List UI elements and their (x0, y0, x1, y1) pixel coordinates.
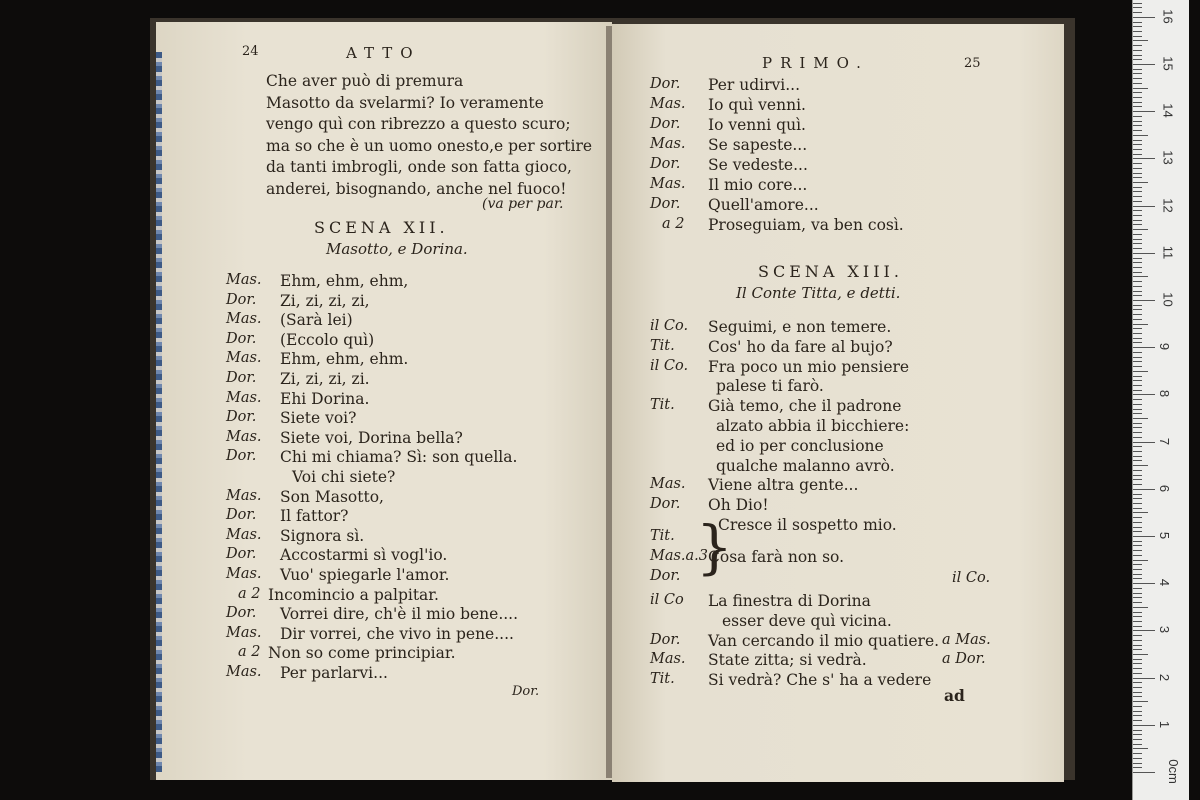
trio-brace: } (696, 513, 733, 581)
ruler-tick (1133, 7, 1142, 8)
ruler-tick (1133, 158, 1155, 159)
ruler-tick (1133, 687, 1142, 688)
ruler-tick (1133, 106, 1142, 107)
ruler-tick (1133, 522, 1142, 523)
ruler-tick (1133, 149, 1142, 150)
ruler-tick (1133, 404, 1142, 405)
ruler-tick (1133, 442, 1155, 443)
ruler-tick (1133, 489, 1155, 490)
ruler-tick (1133, 130, 1142, 131)
ruler-label: 8 (1157, 390, 1173, 398)
dialogue-line: State zitta; si vedrà. (708, 651, 867, 670)
speaker-label: Dor. (226, 605, 257, 622)
dialogue-line: Van cercando il mio quatiere. (708, 631, 940, 650)
ruler-tick (1133, 357, 1142, 358)
ruler-tick (1133, 475, 1142, 476)
ruler-tick (1133, 376, 1142, 377)
ruler-tick (1133, 73, 1142, 74)
ruler-tick (1133, 173, 1142, 174)
ruler-tick (1133, 484, 1142, 485)
ruler-tick (1133, 432, 1142, 433)
ruler-tick (1133, 22, 1142, 23)
ruler-label: 13 (1160, 150, 1176, 166)
ruler-tick (1133, 224, 1142, 225)
page-number-left: 24 (242, 44, 259, 59)
ruler-tick (1133, 371, 1148, 372)
speaker-label: Dor. (226, 507, 257, 524)
speaker-label: Dor. (226, 546, 257, 563)
ruler-tick (1133, 767, 1142, 768)
ruler-tick (1133, 602, 1142, 603)
speaker-label: Mas. (650, 176, 686, 192)
ruler-tick (1133, 772, 1155, 773)
ruler-tick (1133, 616, 1142, 617)
aside-label: a Mas. (942, 631, 991, 648)
dialogue-line: Per udirvi... (708, 76, 801, 94)
speaker-label: a 2 (238, 644, 261, 661)
ruler-tick (1133, 418, 1148, 419)
trio-line: Cosa farà non so. (708, 548, 845, 566)
dialogue-line: Vuo' spiegarle l'amor. (280, 566, 450, 584)
speaker-label: Tit. (650, 337, 675, 354)
ruler-tick (1133, 144, 1142, 145)
trio-speaker: Mas.a.3 (650, 548, 709, 564)
speaker-label: Dor. (650, 156, 681, 172)
speaker-label: Dor. (226, 330, 257, 347)
ruler-tick (1133, 663, 1142, 664)
dialogue-line: Non so come principiar. (268, 644, 456, 663)
ruler-tick (1133, 135, 1148, 136)
running-head-right: PRIMO. (762, 54, 869, 72)
ruler-tick (1133, 187, 1142, 188)
speaker-label: Mas. (226, 566, 262, 582)
ruler-tick (1133, 276, 1148, 277)
ruler-label: 14 (1160, 103, 1176, 118)
speaker-label: Mas. (226, 624, 262, 641)
ruler-tick (1133, 626, 1142, 627)
speaker-label: Mas. (226, 350, 262, 367)
book (150, 18, 1075, 780)
ruler-tick (1133, 366, 1142, 367)
ruler-tick (1133, 380, 1142, 381)
dialogue-line: Proseguiam, va ben così. (708, 216, 904, 234)
speaker-label: Dor. (650, 496, 681, 513)
speaker-label: a 2 (238, 585, 261, 602)
stage-direction: (va per par. (482, 196, 564, 212)
dialogue-line: Voi chi siete? (292, 468, 396, 486)
ruler-tick (1133, 621, 1142, 622)
ruler-tick (1133, 125, 1142, 126)
ruler-tick (1133, 390, 1142, 391)
ruler-tick (1133, 427, 1142, 428)
ruler-tick (1133, 730, 1142, 731)
ruler-tick (1133, 734, 1142, 735)
ruler-tick (1133, 352, 1142, 353)
ruler-label: 6 (1157, 484, 1173, 492)
prose-line: ma so che è un uomo onesto,e per sortire (266, 136, 593, 155)
ruler-label: 11 (1160, 245, 1176, 260)
ruler-tick (1133, 612, 1142, 613)
dialogue-line: palese ti farò. (716, 377, 824, 396)
dialogue-line: Accostarmi sì vogl'io. (280, 546, 448, 565)
ruler-tick (1133, 763, 1142, 764)
speaker-label: Mas. (226, 389, 262, 406)
ruler-tick (1133, 177, 1142, 178)
ruler-tick (1133, 739, 1142, 740)
ruler-tick (1133, 206, 1155, 207)
ruler-tick (1133, 243, 1142, 244)
dialogue-line: Siete voi? (280, 409, 357, 428)
ruler-tick (1133, 3, 1142, 4)
speaker-label: a 2 (662, 216, 685, 232)
ruler-tick (1133, 305, 1142, 306)
ruler-tick (1133, 446, 1142, 447)
ruler-tick (1133, 456, 1142, 457)
dialogue-line: Chi mi chiama? Sì: son quella. (280, 448, 518, 467)
ruler-tick (1133, 668, 1142, 669)
ruler-label: 3 (1157, 626, 1173, 634)
dialogue-line: ed io per conclusione (716, 436, 884, 455)
ruler-tick (1133, 300, 1155, 301)
ruler-tick (1133, 191, 1142, 192)
ruler-tick (1133, 40, 1148, 41)
dialogue-line: Viene altra gente... (708, 476, 859, 495)
ruler-tick (1133, 121, 1142, 122)
dialogue-line: Ehm, ehm, ehm, (280, 272, 409, 290)
ruler-tick (1133, 272, 1142, 273)
ruler-tick (1133, 168, 1142, 169)
dialogue-line: Incomincio a palpitar. (268, 585, 439, 604)
ruler-tick (1133, 262, 1142, 263)
ruler-tick (1133, 645, 1142, 646)
ruler-tick (1133, 536, 1155, 537)
ruler-tick (1133, 78, 1142, 79)
page-number-right: 25 (964, 56, 981, 71)
ruler-tick (1133, 385, 1142, 386)
ruler-tick (1133, 470, 1142, 471)
speaker-label: Mas. (226, 311, 262, 328)
ruler-label: 1 (1157, 720, 1173, 728)
dialogue-line: (Eccolo quì) (280, 330, 375, 349)
ruler-tick (1133, 31, 1142, 32)
ruler-tick (1133, 55, 1142, 56)
trio-speaker: Dor. (650, 568, 681, 584)
ruler-tick (1133, 673, 1142, 674)
ruler-tick (1133, 512, 1148, 513)
ruler-label: 5 (1157, 531, 1173, 540)
dialogue-line: Siete voi, Dorina bella? (280, 428, 463, 447)
dialogue-line: Cresce il sospetto mio. (718, 516, 897, 534)
ruler-label: 16 (1160, 9, 1176, 24)
ruler-tick (1133, 465, 1148, 466)
ruler-tick (1133, 36, 1142, 37)
ruler-tick (1133, 59, 1142, 60)
speaker-label: Mas. (650, 476, 686, 493)
right-page (612, 24, 1064, 782)
ruler-tick (1133, 201, 1142, 202)
ruler-tick (1133, 338, 1142, 339)
ruler-tick (1133, 229, 1148, 230)
speaker-label: Dor. (650, 631, 681, 648)
trio-speaker: Tit. (650, 528, 675, 544)
speaker-label: Dor. (226, 409, 257, 426)
dialogue-line: Quell'amore... (708, 196, 819, 214)
speaker-label: Mas. (226, 428, 262, 445)
ruler-tick (1133, 140, 1142, 141)
ruler-tick (1133, 69, 1142, 70)
ruler-tick (1133, 583, 1155, 584)
dialogue-line: Ehi Dorina. (280, 389, 370, 408)
ruler-tick (1133, 649, 1142, 650)
dialogue-line: Io venni quì. (708, 116, 806, 134)
dialogue-line: Se sapeste... (708, 136, 808, 154)
ruler-tick (1133, 116, 1142, 117)
dialogue-line: Zi, zi, zi, zi, (280, 291, 370, 310)
ruler-tick (1133, 409, 1142, 410)
ruler-tick (1133, 253, 1155, 254)
ruler-tick (1133, 239, 1142, 240)
ruler-tick (1133, 706, 1142, 707)
ruler-tick (1133, 154, 1142, 155)
ruler-tick (1133, 696, 1142, 697)
ruler-tick (1133, 725, 1155, 726)
ruler-tick (1133, 88, 1148, 89)
ruler-tick (1133, 498, 1142, 499)
ruler-tick (1133, 333, 1142, 334)
speaker-label: il Co. (650, 357, 689, 374)
ruler-label: 12 (1160, 197, 1176, 213)
scene-subtitle-left: Masotto, e Dorina. (326, 240, 468, 258)
ruler-tick (1133, 574, 1142, 575)
ruler-tick (1133, 494, 1142, 495)
dialogue-line: esser deve quì vicina. (722, 611, 892, 630)
ruler-tick (1133, 711, 1142, 712)
ruler-tick (1133, 26, 1142, 27)
catchword-right: ad (944, 686, 965, 705)
prose-line: anderei, bisognando, anche nel fuoco! (266, 179, 567, 198)
running-head-left: ATTO (346, 44, 421, 62)
ruler-tick (1133, 578, 1142, 579)
ruler-tick (1133, 196, 1142, 197)
ruler-tick (1133, 413, 1142, 414)
dialogue-line: Signora sì. (280, 526, 365, 545)
ruler-tick (1133, 630, 1155, 631)
ruler-tick (1133, 659, 1142, 660)
ruler-tick (1133, 545, 1142, 546)
dialogue-line: Il fattor? (280, 507, 349, 526)
ruler-tick (1133, 550, 1142, 551)
ruler-tick (1133, 64, 1155, 65)
dialogue-line: Cos' ho da fare al bujo? (708, 337, 893, 356)
speaker-label: Mas. (650, 96, 686, 112)
dialogue-line: (Sarà lei) (280, 311, 353, 330)
ruler-tick (1133, 394, 1155, 395)
ruler-tick (1133, 569, 1142, 570)
ruler-tick (1133, 744, 1142, 745)
ruler-tick (1133, 83, 1142, 84)
ruler-tick (1133, 640, 1142, 641)
ruler-tick (1133, 748, 1148, 749)
ruler-tick (1133, 753, 1142, 754)
dialogue-line: Oh Dio! (708, 496, 769, 515)
ruler-tick (1133, 635, 1142, 636)
ruler-tick (1133, 295, 1142, 296)
ruler-tick (1133, 517, 1142, 518)
page-edge-marbling (156, 52, 162, 772)
catchword-left: Dor. (512, 684, 540, 699)
ruler-tick (1133, 701, 1148, 702)
speaker-label: Mas. (226, 526, 262, 543)
scene-title-left: SCENA XII. (314, 218, 449, 237)
ruler-tick (1133, 45, 1142, 46)
left-page (156, 22, 612, 780)
trio-aside: il Co. (952, 570, 991, 586)
ruler-tick (1133, 678, 1155, 679)
ruler-label: 4 (1157, 579, 1173, 587)
dialogue-line: Per parlarvi... (280, 664, 388, 682)
prose-line: vengo quì con ribrezzo a questo scuro; (266, 115, 571, 133)
ruler-tick (1133, 102, 1142, 103)
dialogue-line: Io quì venni. (708, 96, 806, 114)
ruler-tick (1133, 503, 1142, 504)
ruler-tick (1133, 12, 1142, 13)
speaker-label: Mas. (226, 272, 262, 288)
speaker-label: Mas. (650, 651, 686, 668)
ruler-tick (1133, 286, 1142, 287)
ruler-tick (1133, 347, 1155, 348)
dialogue-line: Già temo, che il padrone (708, 397, 902, 416)
dialogue-line: Dir vorrei, che vivo in pene.... (280, 624, 514, 643)
ruler-tick (1133, 17, 1155, 18)
ruler-tick (1133, 682, 1142, 683)
ruler-label: 15 (1160, 56, 1176, 71)
ruler-tick (1133, 342, 1142, 343)
ruler-tick (1133, 319, 1142, 320)
prose-line: da tanti imbrogli, onde son fatta gioco, (266, 158, 572, 176)
ruler-tick (1133, 437, 1142, 438)
ruler-tick (1133, 328, 1142, 329)
ruler-label: 2 (1157, 673, 1173, 681)
ruler-tick (1133, 555, 1142, 556)
dialogue-line: Si vedrà? Che s' ha a vedere (708, 671, 932, 690)
dialogue-line: Son Masotto, (280, 487, 384, 506)
ruler-tick (1133, 423, 1142, 424)
dialogue-line: Il mio core... (708, 176, 808, 194)
dialogue-line: Zi, zi, zi, zi. (280, 370, 370, 388)
ruler-tick (1133, 97, 1142, 98)
ruler-tick (1133, 361, 1142, 362)
dialogue-line: La finestra di Dorina (708, 592, 871, 610)
ruler-tick (1133, 324, 1148, 325)
speaker-label: Dor. (650, 76, 681, 92)
ruler-label: 10 (1160, 292, 1176, 307)
ruler-tick (1133, 607, 1148, 608)
ruler-tick (1133, 588, 1142, 589)
ruler-tick (1133, 560, 1148, 561)
speaker-label: Tit. (650, 671, 675, 688)
ruler-tick (1133, 479, 1142, 480)
ruler-tick (1133, 309, 1142, 310)
ruler-tick (1133, 593, 1142, 594)
ruler-tick (1133, 182, 1148, 183)
ruler-tick (1133, 234, 1142, 235)
dialogue-line: Fra poco un mio pensiere (708, 357, 910, 376)
ruler-tick (1133, 399, 1142, 400)
ruler-tick (1133, 163, 1142, 164)
dialogue-line: alzato abbia il bicchiere: (716, 417, 910, 435)
ruler-tick (1133, 597, 1142, 598)
ruler-tick (1133, 460, 1142, 461)
ruler-tick (1133, 654, 1148, 655)
ruler-tick (1133, 564, 1142, 565)
prose-line: Che aver può di premura (266, 72, 464, 90)
dialogue-line: Se vedeste... (708, 156, 808, 174)
ruler-tick (1133, 210, 1142, 211)
speaker-label: il Co (650, 592, 684, 608)
speaker-label: Tit. (650, 397, 675, 414)
ruler-tick (1133, 508, 1142, 509)
speaker-label: Mas. (226, 487, 262, 504)
ruler-tick (1133, 531, 1142, 532)
ruler-label: 9 (1157, 343, 1173, 351)
ruler-tick (1133, 720, 1142, 721)
speaker-label: il Co. (650, 318, 689, 334)
ruler-tick (1133, 215, 1142, 216)
dialogue-line: Seguimi, e non temere. (708, 318, 892, 336)
speaker-label: Dor. (226, 448, 257, 465)
speaker-label: Dor. (650, 196, 681, 212)
scene-title-right: SCENA XIII. (758, 262, 903, 281)
ruler-label: 7 (1157, 437, 1173, 445)
speaker-label: Dor. (226, 291, 257, 308)
ruler-tick (1133, 92, 1142, 93)
ruler-tick (1133, 314, 1142, 315)
ruler-tick (1133, 281, 1142, 282)
dialogue-line: Ehm, ehm, ehm. (280, 350, 409, 369)
speaker-label: Mas. (650, 136, 686, 152)
ruler-tick (1133, 220, 1142, 221)
ruler-tick (1133, 541, 1142, 542)
speaker-label: Dor. (650, 116, 681, 132)
dialogue-line: qualche malanno avrò. (716, 456, 895, 475)
ruler-tick (1133, 715, 1142, 716)
ruler-tick (1133, 692, 1142, 693)
ruler-tick (1133, 291, 1142, 292)
ruler-tick (1133, 451, 1142, 452)
prose-line: Masotto da svelarmi? Io veramente (266, 93, 544, 112)
ruler-label: 0cm (1165, 759, 1181, 784)
ruler-tick (1133, 758, 1142, 759)
dialogue-line: Vorrei dire, ch'è il mio bene.... (280, 605, 519, 624)
speaker-label: Dor. (226, 370, 257, 386)
ruler-tick (1133, 527, 1142, 528)
scene-subtitle-right: Il Conte Titta, e detti. (736, 284, 901, 302)
ruler-tick (1133, 267, 1142, 268)
ruler-tick (1133, 50, 1142, 51)
ruler-tick (1133, 248, 1142, 249)
speaker-label: Mas. (226, 664, 262, 680)
measuring-ruler (1132, 0, 1189, 800)
ruler-tick (1133, 258, 1142, 259)
aside-label: a Dor. (942, 651, 986, 668)
ruler-tick (1133, 111, 1155, 112)
